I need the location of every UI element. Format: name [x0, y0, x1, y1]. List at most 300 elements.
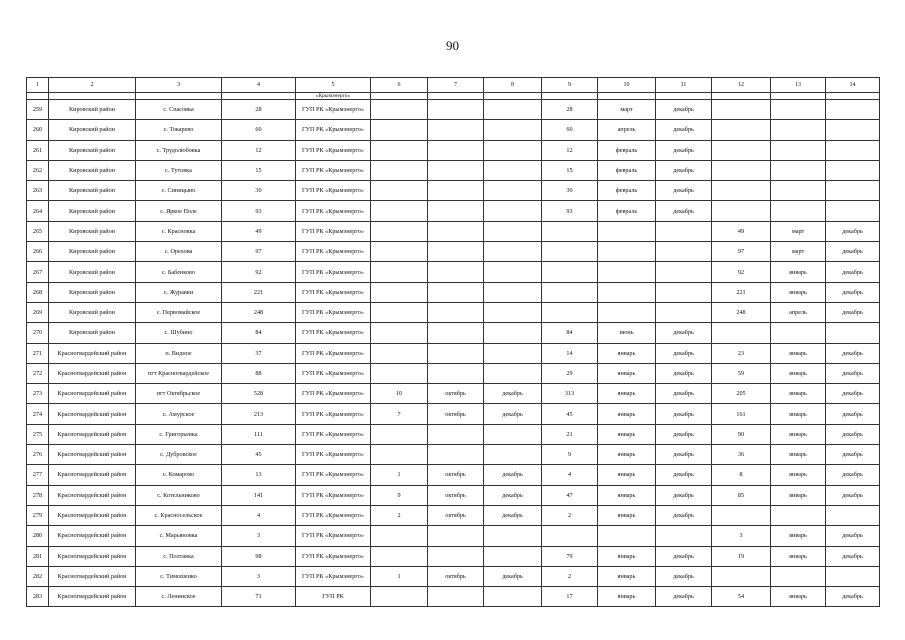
table-cell: с. Ленинское	[136, 587, 222, 607]
table-cell	[656, 221, 712, 241]
table-cell: 274	[27, 404, 49, 424]
table-cell: Кировский район	[49, 100, 136, 120]
table-cell: декабрь	[826, 384, 880, 404]
table-cell	[712, 160, 771, 180]
table-cell: с. Тимошенко	[136, 566, 222, 586]
table-cell: Кировский район	[49, 181, 136, 201]
table-cell	[428, 302, 484, 322]
table-cell: январь	[598, 465, 656, 485]
table-cell: 279	[27, 505, 49, 525]
table-cell	[428, 221, 484, 241]
table-cell: Кировский район	[49, 302, 136, 322]
table-cell	[656, 282, 712, 302]
table-cell	[771, 160, 826, 180]
table-cell: Красногвардейский район	[49, 404, 136, 424]
table-cell: декабрь	[656, 384, 712, 404]
table-cell: 14	[542, 343, 598, 363]
table-cell: январь	[598, 384, 656, 404]
table-cell: 282	[27, 566, 49, 586]
table-cell: 271	[27, 343, 49, 363]
table-cell: декабрь	[826, 282, 880, 302]
table-cell: п. Видное	[136, 343, 222, 363]
table-cell: апрель	[771, 302, 826, 322]
table-cell: январь	[598, 363, 656, 383]
table-cell: 213	[222, 404, 296, 424]
column-header: 12	[712, 78, 771, 93]
table-cell	[371, 160, 428, 180]
table-cell: апрель	[598, 120, 656, 140]
table-cell: 313	[542, 384, 598, 404]
table-cell: декабрь	[656, 323, 712, 343]
table-cell: декабрь	[826, 526, 880, 546]
table-cell: октябрь	[428, 465, 484, 485]
table-cell: с. Бабенково	[136, 262, 222, 282]
table-cell	[371, 302, 428, 322]
table-cell	[542, 282, 598, 302]
table-cell	[771, 181, 826, 201]
table-cell: 270	[27, 323, 49, 343]
table-cell: Красногвардейский район	[49, 505, 136, 525]
table-cell: 264	[27, 201, 49, 221]
table-cell: 21	[542, 424, 598, 444]
table-cell: с. Токарево	[136, 120, 222, 140]
column-header: 2	[49, 78, 136, 93]
table-cell: январь	[771, 404, 826, 424]
table-cell: январь	[598, 566, 656, 586]
table-cell: январь	[598, 587, 656, 607]
table-cell: декабрь	[484, 505, 542, 525]
table-cell	[428, 120, 484, 140]
table-cell: ГУП РК «Крымэнерго»	[296, 384, 371, 404]
table-cell: январь	[771, 465, 826, 485]
table-cell	[371, 221, 428, 241]
table-row	[27, 404, 880, 424]
table-cell	[371, 323, 428, 343]
table-cell: Красногвардейский район	[49, 526, 136, 546]
table-cell	[371, 445, 428, 465]
table-cell	[598, 526, 656, 546]
table-cell	[484, 282, 542, 302]
table-cell: Кировский район	[49, 120, 136, 140]
table-cell	[484, 424, 542, 444]
table-cell	[598, 221, 656, 241]
table-cell: декабрь	[484, 384, 542, 404]
table-cell	[771, 93, 826, 100]
table-cell: 276	[27, 445, 49, 465]
table-row	[27, 242, 880, 262]
table-cell: декабрь	[826, 343, 880, 363]
table-cell: 23	[712, 343, 771, 363]
table-cell	[136, 93, 222, 100]
table-cell	[656, 93, 712, 100]
table-cell: 98	[222, 546, 296, 566]
table-cell: 275	[27, 424, 49, 444]
table-cell: 84	[222, 323, 296, 343]
table-cell	[428, 587, 484, 607]
table-cell: с. Орехова	[136, 242, 222, 262]
table-cell	[484, 120, 542, 140]
table-cell: январь	[771, 343, 826, 363]
table-cell: январь	[771, 424, 826, 444]
table-cell	[428, 424, 484, 444]
table-cell: 259	[27, 100, 49, 120]
table-cell	[484, 526, 542, 546]
table-cell: 141	[222, 485, 296, 505]
table-cell	[371, 201, 428, 221]
table-cell	[484, 587, 542, 607]
table-cell: январь	[771, 587, 826, 607]
table-cell	[484, 323, 542, 343]
table-cell: ГУП РК «Крымэнерго»	[296, 566, 371, 586]
table-cell: 93	[222, 201, 296, 221]
table-cell: с. Дубровское	[136, 445, 222, 465]
continuation-row	[27, 93, 880, 100]
table-cell: 4	[542, 465, 598, 485]
table-cell	[656, 262, 712, 282]
table-cell: Кировский район	[49, 201, 136, 221]
column-header: 1	[27, 78, 49, 93]
table-cell: 262	[27, 160, 49, 180]
table-cell	[484, 363, 542, 383]
table-cell: с. Спасовка	[136, 100, 222, 120]
table-cell	[428, 445, 484, 465]
table-cell	[428, 363, 484, 383]
table-cell: декабрь	[484, 485, 542, 505]
table-cell	[484, 140, 542, 160]
table-cell: Красногвардейский район	[49, 465, 136, 485]
table-cell: 161	[712, 404, 771, 424]
table-cell: февраль	[598, 201, 656, 221]
table-cell: 283	[27, 587, 49, 607]
table-cell: 260	[27, 120, 49, 140]
table-cell: декабрь	[826, 221, 880, 241]
table-cell	[484, 201, 542, 221]
table-cell: январь	[771, 445, 826, 465]
table-cell	[771, 201, 826, 221]
column-header: 4	[222, 78, 296, 93]
table-cell	[371, 100, 428, 120]
table-cell: 28	[542, 100, 598, 120]
table-cell: Кировский район	[49, 323, 136, 343]
table-cell: 97	[222, 242, 296, 262]
table-cell: декабрь	[656, 566, 712, 586]
table-cell: 45	[542, 404, 598, 424]
table-cell: октябрь	[428, 566, 484, 586]
table-cell: январь	[771, 282, 826, 302]
table-cell	[371, 424, 428, 444]
table-cell: 3	[222, 566, 296, 586]
table-cell: ГУП РК «Крымэнерго»	[296, 343, 371, 363]
table-cell: 263	[27, 181, 49, 201]
table-cell	[826, 160, 880, 180]
table-cell	[826, 93, 880, 100]
table-cell: март	[598, 100, 656, 120]
table-cell	[712, 566, 771, 586]
table-cell: с. Амурское	[136, 404, 222, 424]
table-row	[27, 160, 880, 180]
table-cell	[428, 546, 484, 566]
table-cell	[771, 140, 826, 160]
table-cell: 15	[542, 160, 598, 180]
table-cell: декабрь	[656, 424, 712, 444]
table-cell	[484, 546, 542, 566]
table-cell: январь	[598, 505, 656, 525]
table-cell: декабрь	[826, 445, 880, 465]
column-header: 7	[428, 78, 484, 93]
table-cell	[484, 242, 542, 262]
table-row	[27, 100, 880, 120]
table-cell: март	[771, 242, 826, 262]
table-cell	[428, 181, 484, 201]
table-cell: декабрь	[656, 485, 712, 505]
table-cell: Красногвардейский район	[49, 445, 136, 465]
table-cell	[712, 201, 771, 221]
table-cell	[542, 93, 598, 100]
table-cell: 1	[371, 566, 428, 586]
table-cell: ГУП РК «Крымэнерго»	[296, 546, 371, 566]
table-cell: январь	[598, 445, 656, 465]
table-cell	[542, 526, 598, 546]
table-cell	[428, 201, 484, 221]
table-cell: январь	[598, 424, 656, 444]
table-cell	[598, 262, 656, 282]
table-cell: ГУП РК «Крымэнерго»	[296, 505, 371, 525]
table-cell: 248	[222, 302, 296, 322]
table-cell: 3	[712, 526, 771, 546]
page-number: 90	[446, 38, 459, 53]
table-cell: декабрь	[826, 465, 880, 485]
table-cell: 30	[222, 181, 296, 201]
table-cell: декабрь	[826, 242, 880, 262]
table-cell	[49, 93, 136, 100]
table-cell	[712, 323, 771, 343]
table-cell	[484, 160, 542, 180]
table-cell: Кировский район	[49, 221, 136, 241]
table-cell: январь	[598, 485, 656, 505]
table-cell	[771, 566, 826, 586]
table-cell: январь	[598, 343, 656, 363]
table-cell: январь	[771, 526, 826, 546]
table-cell: 84	[542, 323, 598, 343]
table-cell: февраль	[598, 160, 656, 180]
table-cell	[371, 140, 428, 160]
table-row	[27, 445, 880, 465]
table-row	[27, 465, 880, 485]
table-cell	[826, 140, 880, 160]
table-cell: с. Журавки	[136, 282, 222, 302]
table-cell: октябрь	[428, 384, 484, 404]
table-cell	[371, 587, 428, 607]
table-cell: ГУП РК «Крымэнерго»	[296, 302, 371, 322]
table-row	[27, 221, 880, 241]
table-cell: 269	[27, 302, 49, 322]
table-cell: 13	[222, 465, 296, 485]
table-cell: январь	[598, 404, 656, 424]
table-cell: февраль	[598, 140, 656, 160]
table-cell	[656, 302, 712, 322]
table-cell	[428, 100, 484, 120]
table-cell: ГУП РК «Крымэнерго»	[296, 221, 371, 241]
table-cell: Красногвардейский район	[49, 343, 136, 363]
table-cell: декабрь	[656, 404, 712, 424]
table-cell	[826, 120, 880, 140]
table-cell: с. Тутовка	[136, 160, 222, 180]
table-cell	[771, 100, 826, 120]
table-cell: 90	[712, 424, 771, 444]
table-cell: с. Первомайское	[136, 302, 222, 322]
table-cell: 30	[542, 181, 598, 201]
table-cell: 265	[27, 221, 49, 241]
table-row	[27, 384, 880, 404]
table-cell	[771, 120, 826, 140]
table-cell: ГУП РК «Крымэнерго»	[296, 160, 371, 180]
table-cell: 85	[712, 485, 771, 505]
table-cell	[371, 363, 428, 383]
table-cell	[656, 242, 712, 262]
table-row	[27, 424, 880, 444]
table-cell: декабрь	[826, 262, 880, 282]
table-row	[27, 566, 880, 586]
table-row	[27, 323, 880, 343]
table-cell: 248	[712, 302, 771, 322]
table-cell	[771, 505, 826, 525]
table-cell: декабрь	[826, 485, 880, 505]
table-cell	[484, 93, 542, 100]
table-cell: ГУП РК «Крымэнерго»	[296, 323, 371, 343]
table-cell: 15	[222, 160, 296, 180]
table-cell	[771, 323, 826, 343]
column-header: 14	[826, 78, 880, 93]
table-cell	[598, 282, 656, 302]
table-cell: декабрь	[484, 566, 542, 586]
table-cell	[826, 566, 880, 586]
table-row	[27, 363, 880, 383]
table-cell: 60	[222, 120, 296, 140]
column-header: 13	[771, 78, 826, 93]
table-cell: 92	[712, 262, 771, 282]
table-cell	[484, 445, 542, 465]
table-cell: 19	[712, 546, 771, 566]
table-cell: февраль	[598, 181, 656, 201]
table-cell	[598, 302, 656, 322]
table-cell: 97	[712, 242, 771, 262]
table-cell	[712, 100, 771, 120]
table-cell: 12	[222, 140, 296, 160]
table-cell	[371, 120, 428, 140]
table-cell: декабрь	[656, 181, 712, 201]
table-cell: декабрь	[656, 100, 712, 120]
table-cell: декабрь	[826, 424, 880, 444]
table-cell: январь	[771, 546, 826, 566]
table-cell: ГУП РК «Крымэнерго»	[296, 485, 371, 505]
table-cell: Кировский район	[49, 282, 136, 302]
column-header: 9	[542, 78, 598, 93]
table-cell: 221	[222, 282, 296, 302]
table-cell: 36	[712, 445, 771, 465]
table-row	[27, 140, 880, 160]
table-cell: пгт Красногвардейское	[136, 363, 222, 383]
table-cell	[826, 181, 880, 201]
table-cell: октябрь	[428, 505, 484, 525]
table-cell: декабрь	[656, 363, 712, 383]
table-cell: с. Синицыно	[136, 181, 222, 201]
table-cell	[598, 242, 656, 262]
table-cell: декабрь	[826, 302, 880, 322]
table-cell: 54	[712, 587, 771, 607]
table-cell	[371, 526, 428, 546]
table-cell: пгт Октябрьское	[136, 384, 222, 404]
table-cell: январь	[771, 485, 826, 505]
column-header: 3	[136, 78, 222, 93]
table-cell: Кировский район	[49, 160, 136, 180]
table-cell: ГУП РК «Крымэнерго»	[296, 201, 371, 221]
table-row	[27, 546, 880, 566]
table-cell: Красногвардейский район	[49, 363, 136, 383]
table-row	[27, 485, 880, 505]
table-row	[27, 302, 880, 322]
table-cell	[484, 262, 542, 282]
table-cell: декабрь	[484, 465, 542, 485]
table-cell: 111	[222, 424, 296, 444]
table-cell: декабрь	[656, 445, 712, 465]
table-cell	[542, 242, 598, 262]
table-cell: декабрь	[826, 587, 880, 607]
table-cell: 261	[27, 140, 49, 160]
table-cell: март	[771, 221, 826, 241]
table-cell: 278	[27, 485, 49, 505]
table-cell: январь	[771, 363, 826, 383]
column-header: 8	[484, 78, 542, 93]
table-row	[27, 505, 880, 525]
table-cell: декабрь	[656, 546, 712, 566]
table-cell	[428, 323, 484, 343]
column-header: 11	[656, 78, 712, 93]
table-cell	[656, 526, 712, 546]
table-cell: 281	[27, 546, 49, 566]
table-cell: декабрь	[826, 404, 880, 424]
table-cell: Красногвардейский район	[49, 424, 136, 444]
table-cell: с. Красновка	[136, 221, 222, 241]
table-cell	[712, 181, 771, 201]
table-cell: 37	[222, 343, 296, 363]
table-cell: декабрь	[656, 160, 712, 180]
table-row	[27, 282, 880, 302]
table-cell: ГУП РК «Крымэнерго»	[296, 445, 371, 465]
table-cell	[542, 221, 598, 241]
table-cell	[371, 546, 428, 566]
table-cell: с. Комарово	[136, 465, 222, 485]
table-cell: 9	[371, 485, 428, 505]
table-cell: Кировский район	[49, 242, 136, 262]
table-cell: ГУП РК «Крымэнерго»	[296, 140, 371, 160]
table-cell: 221	[712, 282, 771, 302]
table-cell: 277	[27, 465, 49, 485]
table-cell: декабрь	[656, 140, 712, 160]
table-cell: Красногвардейский район	[49, 587, 136, 607]
table-cell: октябрь	[428, 404, 484, 424]
table-cell	[826, 100, 880, 120]
table-cell: ГУП РК «Крымэнерго»	[296, 526, 371, 546]
table-cell	[542, 302, 598, 322]
table-cell: 71	[222, 587, 296, 607]
table-cell: 17	[542, 587, 598, 607]
table-cell: 8	[712, 465, 771, 485]
table-cell: 1	[371, 465, 428, 485]
table-cell	[371, 343, 428, 363]
table-cell: январь	[771, 384, 826, 404]
table-cell: 88	[222, 363, 296, 383]
table-cell	[371, 282, 428, 302]
